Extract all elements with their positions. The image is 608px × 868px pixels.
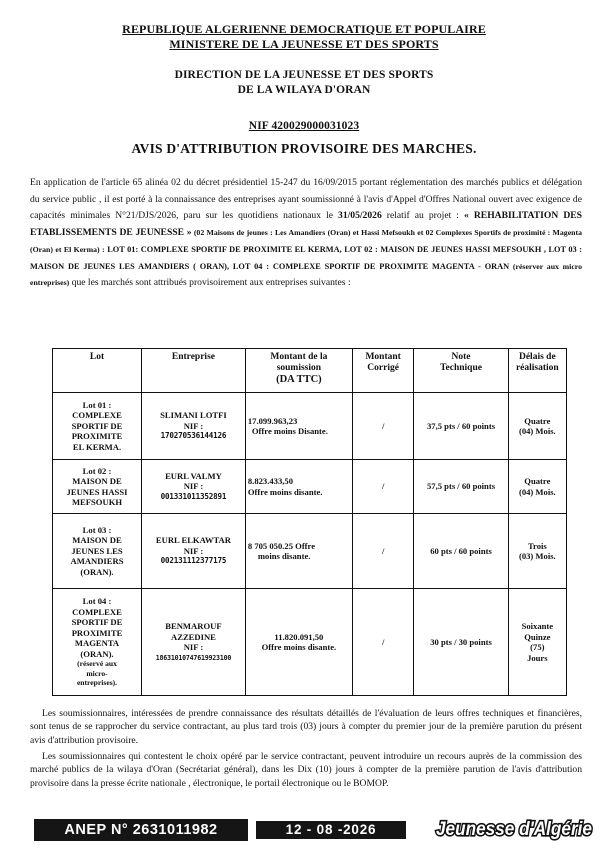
entreprise-name: EURL ELKAWTAR xyxy=(155,535,231,546)
header-montant-corrige xyxy=(352,349,413,393)
project-name: « REHABILITATION DES ETABLISSEMENTS DE JEUNESSE » xyxy=(30,210,582,239)
delai-line: (75) xyxy=(530,642,545,652)
header-delais-line-1: Délais de xyxy=(518,352,556,362)
montant-value: 8 705 050.25 Offre xyxy=(247,540,316,551)
lot-note-line: (réservé aux xyxy=(77,659,117,669)
delai-cell xyxy=(508,460,566,514)
table-row xyxy=(53,393,567,460)
nif-number: NIF 420029000031023 xyxy=(248,120,360,132)
delai-cell xyxy=(508,589,566,696)
entreprise-cell xyxy=(142,514,246,589)
lot-cell xyxy=(53,393,142,460)
montant-note: Offre moins disante. xyxy=(247,486,323,497)
entreprise-name: BENMAROUF xyxy=(165,621,222,631)
entreprise-name: SLIMANI LOTFI xyxy=(160,410,227,421)
header-montant xyxy=(245,349,352,393)
entreprise-cell xyxy=(142,393,246,460)
header-montant-line-3: (DA TTC) xyxy=(276,374,322,385)
entreprise-nif: 002131112377175 xyxy=(160,556,227,566)
entreprise-name: EURL VALMY xyxy=(165,470,222,481)
delai-line: Quinze xyxy=(524,631,551,642)
lot-line: AMANDIERS xyxy=(70,556,124,567)
footer-text-1: Les soumissionnaires, intéressées de prendre connaissance des résultats détaillés de l'évaluation de leurs offres techniques et financières, sont tenus de se rapprocher du service contractant, au plus tard trois (03) jours à compter du premier jour de la première parution du présent avis d'attribution provisoire. xyxy=(30,708,582,746)
lot-line: MAISON DE xyxy=(72,535,122,546)
note-cell: 37,5 pts / 60 points xyxy=(414,393,508,460)
lot-line: (ORAN). xyxy=(80,648,114,659)
table-header-row xyxy=(53,349,567,393)
ministry-name: MINISTERE DE LA JEUNESSE ET DES SPORTS xyxy=(169,37,439,51)
header-corrige-line-1: Montant xyxy=(365,352,401,362)
entreprise-nif: 18631010747619923100 xyxy=(155,653,232,662)
montant-note: moins disante. xyxy=(257,551,311,561)
header-entreprise: Entreprise xyxy=(142,349,246,393)
note-cell: 57,5 pts / 60 points xyxy=(414,460,508,514)
publication-date: 31/05/2026 xyxy=(338,210,382,222)
delai-line: (04) Mois. xyxy=(518,486,556,497)
note-cell: 60 pts / 60 points xyxy=(414,514,508,589)
lot-line: COMPLEXE xyxy=(72,606,122,617)
lot-line: MAGENTA xyxy=(74,638,120,649)
entreprise-cell xyxy=(142,460,246,514)
lot-line: SPORTIF DE xyxy=(71,420,123,431)
intro-text-end: que les marchés sont attribués provisoirement aux entreprises suivantes : xyxy=(69,277,351,289)
montant-cell xyxy=(245,460,352,514)
corrige-cell: / xyxy=(352,460,413,514)
newspaper-name: Jeunesse d'Algérie xyxy=(436,819,593,840)
micro-reserve-note: (réserver aux micro entreprises) xyxy=(30,261,582,288)
header-delais xyxy=(508,349,566,393)
header-montant-line-1: Montant de la xyxy=(270,352,328,362)
entreprise-nif-label: NIF : xyxy=(183,420,204,431)
lot-line: JEUNES LES xyxy=(71,545,123,556)
intro-text-2: relatif au projet : xyxy=(381,210,465,222)
delai-line: (03) Mois. xyxy=(518,551,556,561)
lot-line: MAISON DE xyxy=(72,476,122,486)
corrige-cell: / xyxy=(352,589,413,696)
lot-line: PROXIMITE xyxy=(71,627,123,638)
header-delais-line-2: réalisation xyxy=(515,363,559,373)
note-cell: 30 pts / 30 points xyxy=(414,589,508,696)
entreprise-nif: 001331011352891 xyxy=(160,491,227,501)
anep-number-banner: ANEP N° 2631011982 xyxy=(34,819,248,841)
footer-text-2: Les soumissionnaires qui contestent le choix opéré par le service contractant, peuvent introduire un recours auprès de la commission des marché publics de la wilaya d'Oran (Secrétariat général), dans les Dix (10) jours à compter de la première parution de l'avis d'attribution provisoire dans la presse écrite nationale , électronique, le portail électronique ou le BOMOP. xyxy=(30,751,582,789)
lot-note-line: micro- xyxy=(86,668,108,678)
entreprise-nif-label: NIF : xyxy=(183,545,204,556)
results-table xyxy=(52,348,567,696)
montant-value: 17.099.963,23 xyxy=(247,415,298,426)
delai-cell xyxy=(508,393,566,460)
entreprise-nif-label: NIF : xyxy=(183,642,204,652)
delai-line: Jours xyxy=(527,652,548,663)
lot-line: Lot 01 : xyxy=(82,399,112,410)
intro-text-1: En application de l'article 65 alinéa 02 du décret présidentiel 15-247 du 16/09/2015 portant réglementation des marchés publics et délégation du service public , il est porté à la connaissance des entreprises ayant soumissionné à l'avis d'Appel d'Offres National ouvert avec exigence de capacités minimales N°21/DJS/2026, paru sur les quotidiens nationaux le xyxy=(30,177,582,222)
corrige-cell: / xyxy=(352,514,413,589)
publication-date-banner: 12 - 08 -2026 xyxy=(256,821,406,839)
montant-cell xyxy=(245,393,352,460)
table-row xyxy=(53,514,567,589)
delai-line: Soixante xyxy=(521,621,554,631)
project-detail: (02 Maisons de jeunes : Les Amandiers (Oran) et Hassi Mefsoukh et 02 Complexes Sportifs de proximité : Magenta (Oran) et El Kerma) : xyxy=(30,228,583,254)
lot-line: Lot 02 : xyxy=(82,465,112,476)
lot-line: EL KERMA. xyxy=(72,441,122,452)
montant-cell xyxy=(245,514,352,589)
direction-line-1: DIRECTION DE LA JEUNESSE ET DES SPORTS xyxy=(174,69,434,81)
entreprise-nif-label: NIF : xyxy=(183,481,204,492)
delai-line: Quatre xyxy=(524,476,551,486)
montant-value: 8.823.433,50 xyxy=(247,476,293,486)
header-note-technique xyxy=(414,349,508,393)
notice-title: AVIS D'ATTRIBUTION PROVISOIRE DES MARCHES. xyxy=(131,141,477,156)
lot-line: COMPLEXE xyxy=(72,410,122,421)
footer-paragraph-2 xyxy=(30,750,582,790)
lot-line: (ORAN). xyxy=(80,566,114,577)
footer-paragraph-1 xyxy=(30,707,582,747)
direction-line-2: DE LA WILAYA D'ORAN xyxy=(237,84,371,96)
lot-cell xyxy=(53,514,142,589)
lot-line: SPORTIF DE xyxy=(71,617,123,628)
header-corrige-line-2: Corrigé xyxy=(367,363,399,373)
lot-line: JEUNES HASSI xyxy=(66,486,128,497)
lot-line: MEFSOUKH xyxy=(71,497,123,507)
republic-header xyxy=(0,22,608,52)
lot-reserve-note xyxy=(55,659,139,688)
intro-paragraph xyxy=(30,175,582,292)
header-lot: Lot xyxy=(53,349,142,393)
header-note-line-1: Note xyxy=(451,352,471,362)
delai-cell xyxy=(508,514,566,589)
header-note-line-2: Technique xyxy=(440,363,482,373)
montant-value: 11.820.091,50 xyxy=(274,631,324,642)
lot-line: Lot 04 : xyxy=(82,596,112,607)
montant-cell xyxy=(245,589,352,696)
lot-line: PROXIMITE xyxy=(71,431,123,442)
montant-note: Offre moins Disante. xyxy=(251,426,328,436)
header-montant-line-2: soumission xyxy=(276,363,322,373)
entreprise-nif: 170270536144126 xyxy=(160,431,227,441)
lot-note-line: entreprises). xyxy=(76,678,118,688)
delai-line: Trois xyxy=(527,540,547,551)
newspaper-logo xyxy=(434,812,594,842)
lot-line: Lot 03 : xyxy=(82,524,112,535)
entreprise-name-2: AZZEDINE xyxy=(171,631,216,642)
table-row xyxy=(53,460,567,514)
montant-note: Offre moins disante. xyxy=(261,642,337,652)
entreprise-cell xyxy=(142,589,246,696)
lot-cell xyxy=(53,589,142,696)
lot-cell xyxy=(53,460,142,514)
delai-line: Quatre xyxy=(524,415,551,426)
republic-name: REPUBLIQUE ALGERIENNE DEMOCRATIQUE ET POPULAIRE xyxy=(122,22,486,36)
table-row xyxy=(53,589,567,696)
corrige-cell: / xyxy=(352,393,413,460)
delai-line: (04) Mois. xyxy=(518,426,556,436)
lots-list: LOT 01: COMPLEXE SPORTIF DE PROXIMITE EL KERMA, LOT 02 : MAISON DE JEUNES HASSI MEFSOUKH , LOT 03 : MAISON DE JEUNES LES AMANDIERS ( ORAN), LOT 04 : COMPLEXE SPORTIF DE PROXIMITE MAGENTA - ORAN xyxy=(30,244,583,271)
direction-header xyxy=(0,68,608,98)
